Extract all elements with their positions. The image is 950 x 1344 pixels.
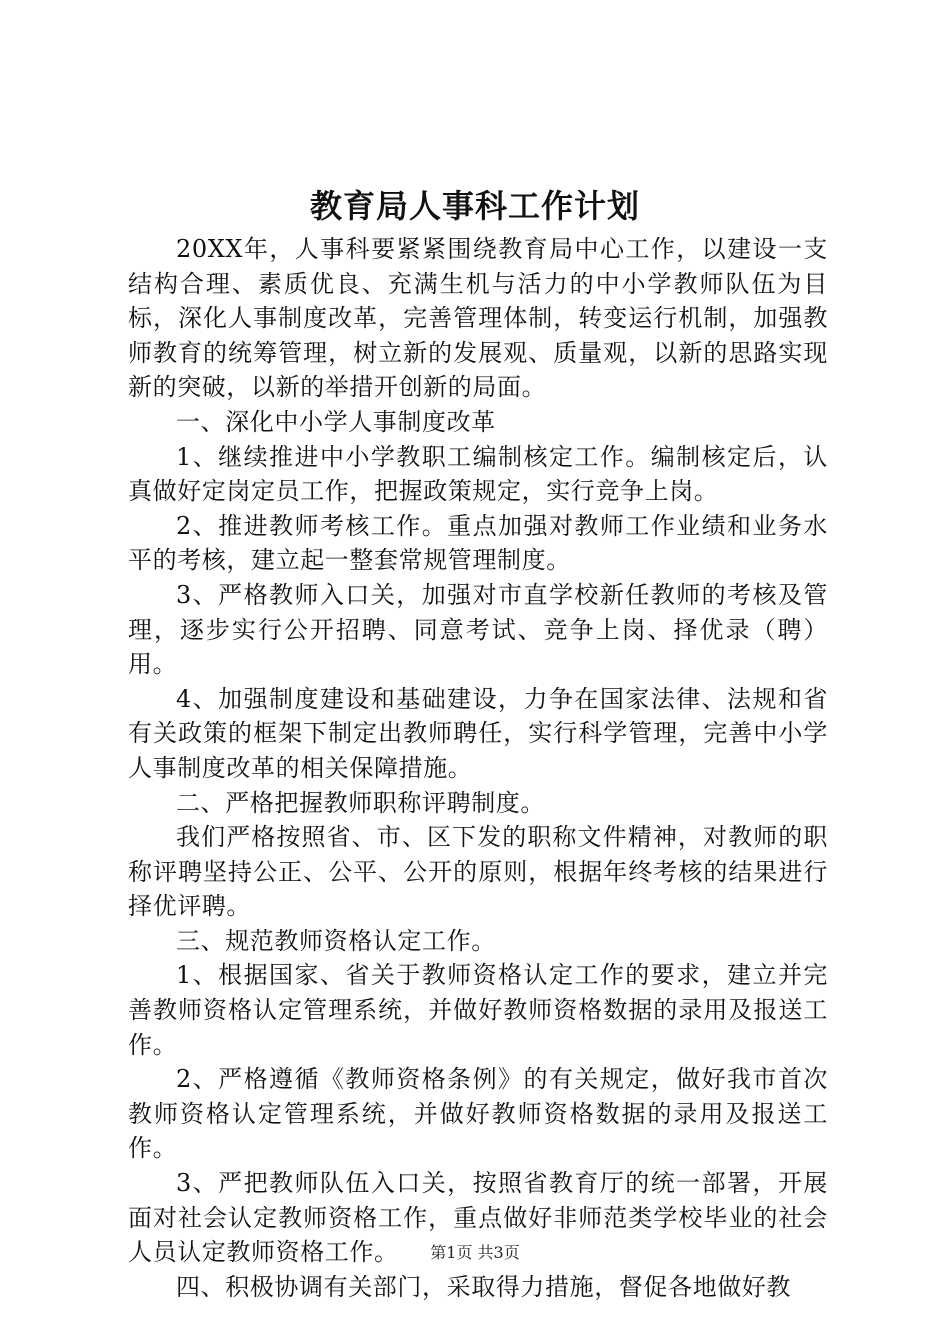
page-footer: 第1页 共3页 bbox=[430, 1243, 520, 1262]
section-heading-1: 一、深化中小学人事制度改革 bbox=[176, 407, 496, 436]
paragraph-intro: 20XX年，人事科要紧紧围绕教育局中心工作，以建设一支结构合理、素质优良、充满生机与活力的中小学教师队伍为目标，深化人事制度改革，完善管理体制，转变运行机制，加强教师教育的统筹管理，树立新的发展观、质量观，以新的思路实现新的突破，以新的举措开创新的局面。 bbox=[128, 235, 828, 402]
document-title: 教育局人事科工作计划 bbox=[309, 187, 640, 225]
paragraph-1-3: 3、严格教师入口关，加强对市直学校新任教师的考核及管理，逐步实行公开招聘、同意考试、竞争上岗、择优录（聘）用。 bbox=[128, 580, 828, 679]
paragraph-3-1: 1、根据国家、省关于教师资格认定工作的要求，建立并完善教师资格认定管理系统，并做好教师资格数据的录用及报送工作。 bbox=[128, 961, 828, 1059]
paragraph-3-2: 2、严格遵循《教师资格条例》的有关规定，做好我市首次教师资格认定管理系统，并做好教师资格数据的录用及报送工作。 bbox=[128, 1065, 828, 1163]
paragraph-1-2: 2、推进教师考核工作。重点加强对教师工作业绩和业务水平的考核，建立起一整套常规管理制度。 bbox=[128, 511, 828, 575]
section-heading-3: 三、规范教师资格认定工作。 bbox=[176, 926, 496, 955]
paragraph-2-1: 我们严格按照省、市、区下发的职称文件精神，对教师的职称评聘坚持公正、公平、公开的原则，根据年终考核的结果进行择优评聘。 bbox=[128, 823, 828, 921]
section-heading-2: 二、严格把握教师职称评聘制度。 bbox=[176, 788, 545, 817]
paragraph-1-4: 4、加强制度建设和基础建设，力争在国家法律、法规和省有关政策的框架下制定出教师聘任，实行科学管理，完善中小学人事制度改革的相关保障措施。 bbox=[128, 684, 828, 782]
paragraph-1-1: 1、继续推进中小学教职工编制核定工作。编制核定后，认真做好定岗定员工作，把握政策规定，实行竞争上岗。 bbox=[128, 442, 828, 506]
section-heading-4: 四、积极协调有关部门，采取得力措施，督促各地做好教 bbox=[176, 1272, 791, 1301]
paragraph-3-3: 3、严把教师队伍入口关，按照省教育厅的统一部署，开展面对社会认定教师资格工作，重点做好非师范类学校毕业的社会人员认定教师资格工作。 bbox=[128, 1169, 828, 1267]
document-body bbox=[128, 232, 828, 1304]
